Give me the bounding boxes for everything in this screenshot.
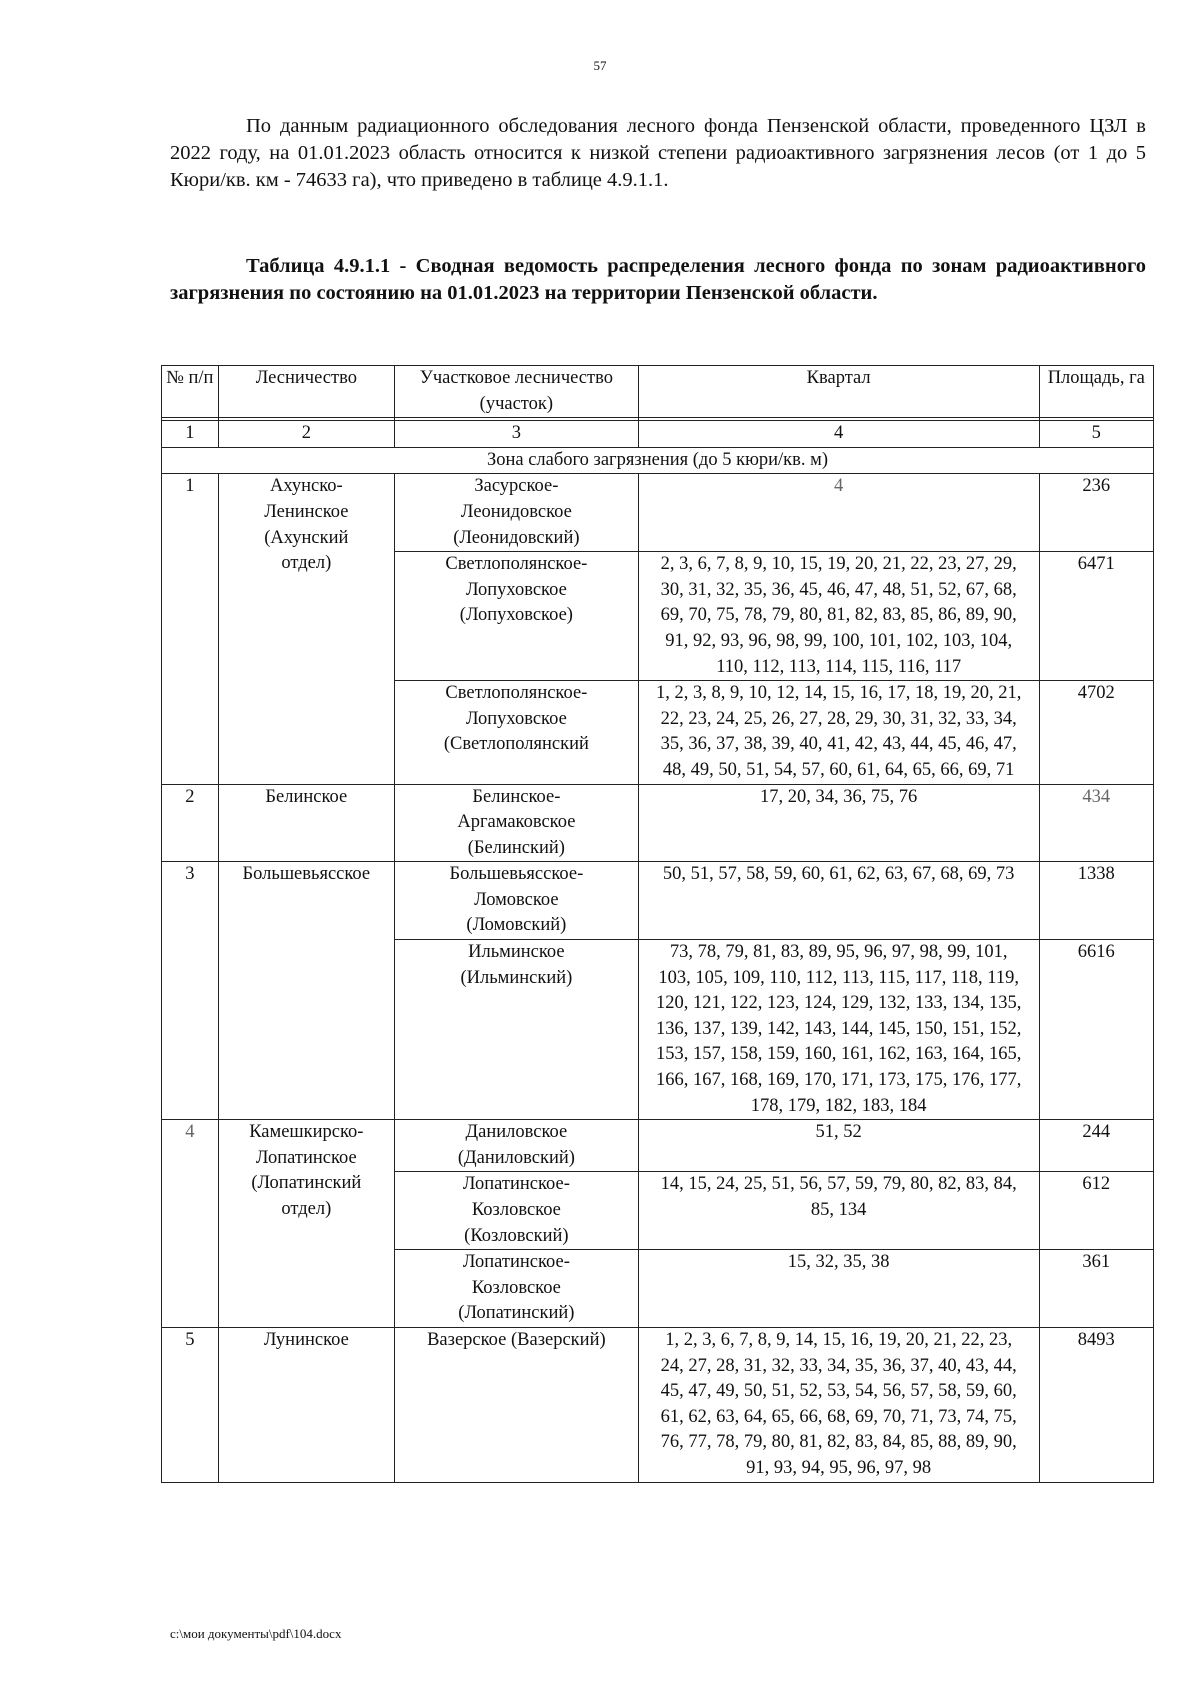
row-quarters: 1, 2, 3, 6, 7, 8, 9, 14, 15, 16, 19, 20, 21, 22, 23, 24, 27, 28, 31, 32, 33, 34, 35, 36, 37, 40, 43, 44, 45, 47, 49, 50, 51, 52, 53, 54, 56, 57, 58, 59, 60, 61, 62, 63, 64, 65, 66, 68, 69, 70, 71, 73, 74, 75, 76, 77, 78, 79, 80, 81, 82, 83, 84, 85, 88, 89, 90, 91, 93, 94, 95, 96, 97, 98 <box>638 1327 1039 1482</box>
row-quarters: 17, 20, 34, 36, 75, 76 <box>638 784 1039 862</box>
row-area: 1338 <box>1039 862 1153 940</box>
row-forestry: Лунинское <box>218 1327 394 1482</box>
header-area: Площадь, га <box>1039 366 1153 418</box>
row-district: Лопатинское-Козловское (Лопатинский) <box>395 1250 639 1328</box>
row-num: 3 <box>162 862 219 1120</box>
row-area: 612 <box>1039 1172 1153 1250</box>
column-number: 2 <box>218 421 394 448</box>
row-quarters: 73, 78, 79, 81, 83, 89, 95, 96, 97, 98, 99, 101, 103, 105, 109, 110, 112, 113, 115, 117, 118, 119, 120, 121, 122, 123, 124, 129, 132, 133, 134, 135, 136, 137, 139, 142, 143, 144, 145, 150, 151, 152, 153, 157, 158, 159, 160, 161, 162, 163, 164, 165, 166, 167, 168, 169, 170, 171, 173, 175, 176, 177, 178, 179, 182, 183, 184 <box>638 940 1039 1120</box>
header-quarter: Квартал <box>638 366 1039 418</box>
intro-paragraph: По данным радиационного обследования лесного фонда Пензенской области, проведенного ЦЗЛ в 2022 году, на 01.01.2023 область относится к низкой степени радиоактивного загрязнения лесов (от 1 до 5 Кюри/кв. км - 74633 га), что приведено в таблице 4.9.1.1. <box>170 115 1146 191</box>
table-row <box>162 474 1154 552</box>
table-header-row <box>162 366 1154 418</box>
row-num: 5 <box>162 1327 219 1482</box>
table-row <box>162 1120 1154 1172</box>
row-area: 4702 <box>1039 681 1153 784</box>
row-forestry: Камешкирско-Лопатинское (Лопатинский отдел) <box>218 1120 394 1328</box>
column-number: 1 <box>162 421 219 448</box>
table-row <box>162 1327 1154 1482</box>
row-forestry: Большевьясское <box>218 862 394 1120</box>
row-num: 1 <box>162 474 219 784</box>
row-forestry: Белинское <box>218 784 394 862</box>
row-area: 8493 <box>1039 1327 1153 1482</box>
column-number: 4 <box>638 421 1039 448</box>
row-area: 244 <box>1039 1120 1153 1172</box>
header-forestry: Лесничество <box>218 366 394 418</box>
column-number: 5 <box>1039 421 1153 448</box>
row-quarters: 4 <box>638 474 1039 552</box>
row-district: Вазерское (Вазерский) <box>395 1327 639 1482</box>
contamination-table <box>161 365 1154 1483</box>
row-quarters: 50, 51, 57, 58, 59, 60, 61, 62, 63, 67, 68, 69, 73 <box>638 862 1039 940</box>
row-num: 2 <box>162 784 219 862</box>
table-row <box>162 862 1154 940</box>
row-forestry: Ахунско-Ленинское (Ахунский отдел) <box>218 474 394 784</box>
row-area: 6616 <box>1039 940 1153 1120</box>
footer-file-path: c:\мои документы\pdf\104.docx <box>170 1626 342 1641</box>
row-district: Засурское-Леонидовское (Леонидовский) <box>395 474 639 552</box>
column-number-row <box>162 421 1154 448</box>
row-num: 4 <box>162 1120 219 1328</box>
column-number: 3 <box>395 421 639 448</box>
row-quarters: 15, 32, 35, 38 <box>638 1250 1039 1328</box>
row-district: Ильминское (Ильминский) <box>395 940 639 1120</box>
row-area: 236 <box>1039 474 1153 552</box>
row-district: Даниловское (Даниловский) <box>395 1120 639 1172</box>
row-quarters: 14, 15, 24, 25, 51, 56, 57, 59, 79, 80, 82, 83, 84, 85, 134 <box>638 1172 1039 1250</box>
row-area: 434 <box>1039 784 1153 862</box>
header-district: Участковое лесничество (участок) <box>395 366 639 418</box>
row-area: 361 <box>1039 1250 1153 1328</box>
row-quarters: 1, 2, 3, 8, 9, 10, 12, 14, 15, 16, 17, 18, 19, 20, 21, 22, 23, 24, 25, 26, 27, 28, 29, 30, 31, 32, 33, 34, 35, 36, 37, 38, 39, 40, 41, 42, 43, 44, 45, 46, 47, 48, 49, 50, 51, 54, 57, 60, 61, 64, 65, 66, 69, 71 <box>638 681 1039 784</box>
row-district: Большевьясское-Ломовское (Ломовский) <box>395 862 639 940</box>
zone-title: Зона слабого загрязнения (до 5 кюри/кв. м) <box>162 447 1154 474</box>
table-row <box>162 784 1154 862</box>
row-quarters: 2, 3, 6, 7, 8, 9, 10, 15, 19, 20, 21, 22, 23, 27, 29, 30, 31, 32, 35, 36, 45, 46, 47, 48, 51, 52, 67, 68, 69, 70, 75, 78, 79, 80, 81, 82, 83, 85, 86, 89, 90, 91, 92, 93, 96, 98, 99, 100, 101, 102, 103, 104, 110, 112, 113, 114, 115, 116, 117 <box>638 552 1039 681</box>
row-district: Белинское-Аргамаковское (Белинский) <box>395 784 639 862</box>
row-district: Светлополянское-Лопуховское (Светлополянский <box>395 681 639 784</box>
row-area: 6471 <box>1039 552 1153 681</box>
row-district: Светлополянское-Лопуховское (Лопуховское) <box>395 552 639 681</box>
zone-row <box>162 447 1154 474</box>
header-num: № п/п <box>162 366 219 418</box>
page-number: 57 <box>593 58 607 73</box>
row-quarters: 51, 52 <box>638 1120 1039 1172</box>
table-caption: Таблица 4.9.1.1 - Сводная ведомость распределения лесного фонда по зонам радиоактивного загрязнения по состоянию на 01.01.2023 на территории Пензенской области. <box>170 255 1146 304</box>
row-district: Лопатинское-Козловское (Козловский) <box>395 1172 639 1250</box>
